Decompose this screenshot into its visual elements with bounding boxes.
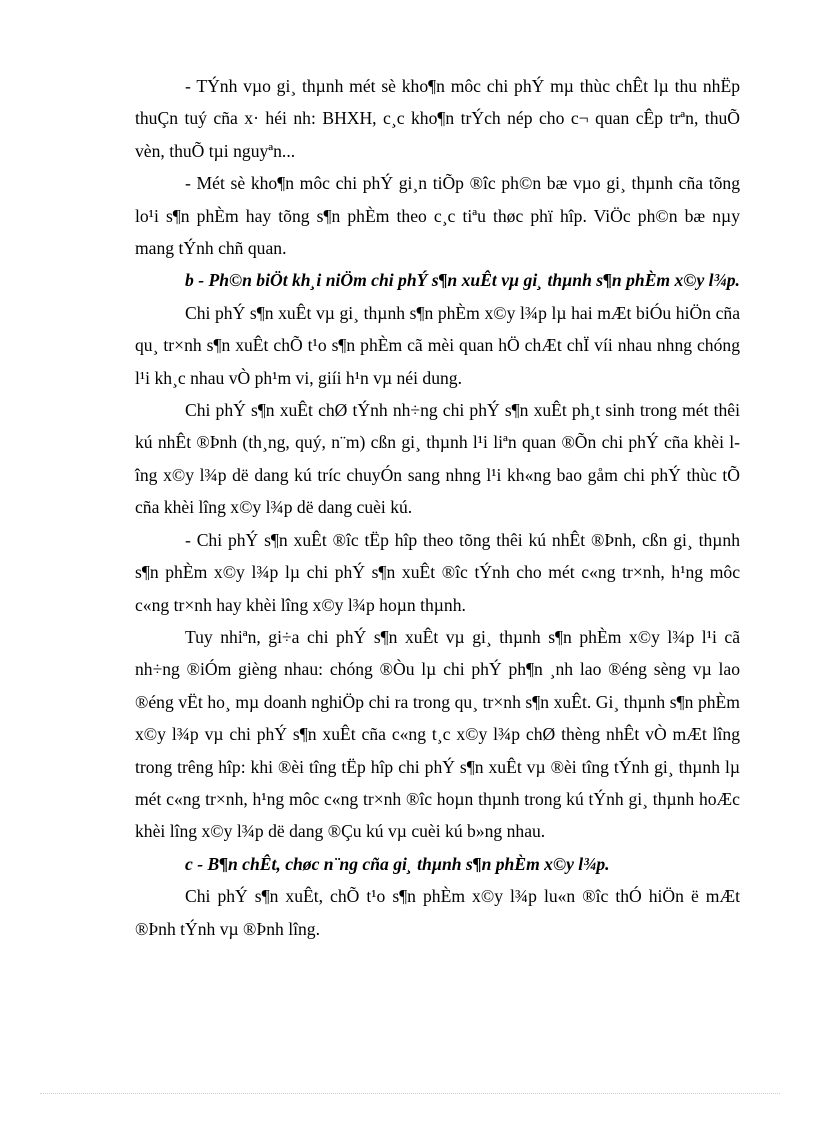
paragraph-two-aspects: Chi phÝ s¶n xuÊt vµ gi¸ thµnh s¶n phÈm x©y l¾p lµ hai mÆt biÓu hiÖn cña qu¸ tr×nh s¶n xuÊt chÕ t¹o s¶n phÈm cã mèi quan hÖ chÆt chÏ víi nhau nhng chóng l¹i kh¸c nhau vÒ ph¹m vi, giíi h¹n vµ néi dung. bbox=[135, 302, 740, 388]
document-body bbox=[135, 70, 740, 945]
section-heading-c: c - B¶n chÊt, chøc n¨ng cña gi¸ thµnh s¶n phÈm x©y l¾p. bbox=[185, 853, 610, 874]
paragraph-cost-items-income: - TÝnh vµo gi¸ thµnh mét sè kho¶n môc chi phÝ mµ thùc chÊt lµ thu nhËp thuÇn tuý cña x· héi nh: BHXH, c¸c kho¶n trÝch nép cho c¬ quan cÊp trªn, thuÕ vèn, thuÕ tµi nguyªn... bbox=[135, 76, 740, 161]
paragraph-production-cost-period: Chi phÝ s¶n xuÊt chØ tÝnh nh÷ng chi phÝ s¶n xuÊt ph¸t sinh trong mét thêi kú nhÊt ®Þnh (th¸ng, quý, n¨m) cßn gi¸ thµnh l¹i liªn quan ®Õn chi phÝ cña khèi lîng x©y l¾p dë dang kú tríc chuyÓn sang nhng l¹i kh«ng bao gåm chi phÝ thùc tÕ cña khèi lîng x©y l¾p dë dang cuèi kú. bbox=[135, 400, 740, 518]
paragraph-indirect-cost-allocation: - Mét sè kho¶n môc chi phÝ gi¸n tiÕp ®îc ph©n bæ vµo gi¸ thµnh cña tõng lo¹i s¶n phÈm hay tõng s¶n phÈm theo c¸c tiªu thøc phï hîp. ViÖc ph©n bæ nµy mang tÝnh chñ quan. bbox=[135, 173, 740, 259]
paragraph-nature: Chi phÝ s¶n xuÊt, chÕ t¹o s¶n phÈm x©y l¾p lu«n ®îc thÓ hiÖn ë mÆt ®Þnh tÝnh vµ ®Þnh lîng. bbox=[135, 886, 740, 939]
paragraph-similarities: Tuy nhiªn, gi÷a chi phÝ s¶n xuÊt vµ gi¸ thµnh s¶n phÈm x©y l¾p l¹i cã nh÷ng ®iÓm gièng nhau: chóng ®Òu lµ chi phÝ ph¶n ¸nh lao ®éng sèng vµ lao ®éng vËt ho¸ mµ doanh nghiÖp chi ra trong qu¸ tr×nh s¶n xuÊt. Gi¸ thµnh s¶n phÈm x©y l¾p vµ chi phÝ s¶n xuÊt cña c«ng t¸c x©y l¾p chØ thèng nhÊt vÒ mÆt lîng trong trêng hîp: khi ®èi tîng tËp hîp chi phÝ s¶n xuÊt vµ ®èi tîng tÝnh gi¸ thµnh lµ mét c«ng tr×nh, h¹ng môc c«ng tr×nh ®îc hoµn thµnh trong kú tÝnh gi¸ thµnh hoÆc khèi lîng x©y l¾p dë dang ®Çu kú vµ cuèi kú b»ng nhau. bbox=[135, 626, 740, 842]
footer-divider bbox=[40, 1093, 780, 1094]
section-heading-b: b - Ph©n biÖt kh¸i niÖm chi phÝ s¶n xuÊt vµ gi¸ thµnh s¶n phÈm x©y l¾p. bbox=[185, 270, 740, 291]
paragraph-cost-collection: - Chi phÝ s¶n xuÊt ®îc tËp hîp theo tõng thêi kú nhÊt ®Þnh, cßn gi¸ thµnh s¶n phÈm x©y l¾p lµ chi phÝ s¶n xuÊt ®îc tÝnh cho mét c«ng tr×nh, h¹ng môc c«ng tr×nh hay khèi lîng x©y l¾p hoµn thµnh. bbox=[135, 529, 740, 615]
